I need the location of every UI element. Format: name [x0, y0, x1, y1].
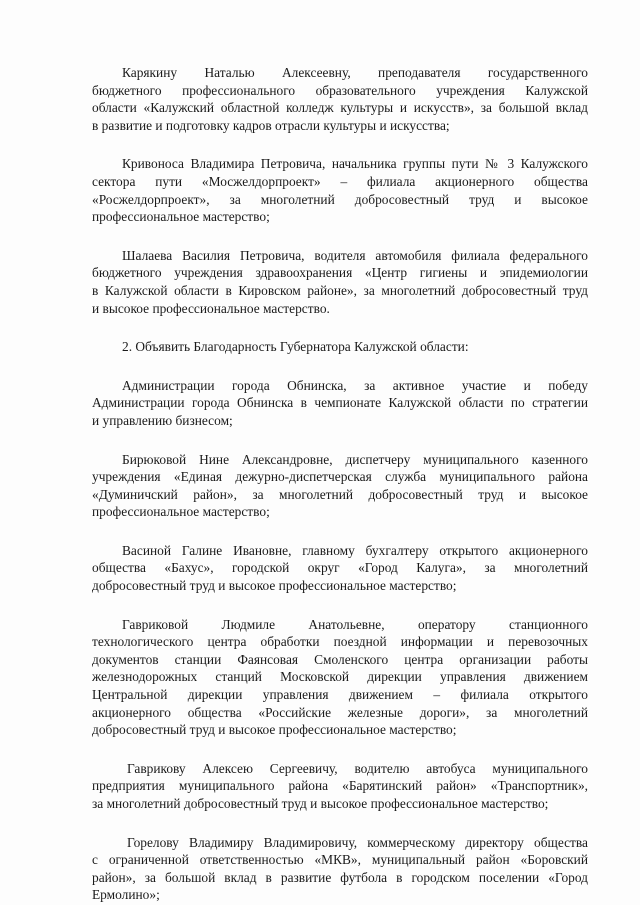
text-line: акционерного общества «Российские железные дороги», за многолетний [92, 704, 588, 720]
award-paragraph-gavrikov [92, 760, 588, 813]
text-line: Гаврикову Алексею Сергеевичу, водителю автобуса муниципального [127, 760, 588, 776]
text-line: в Калужской области в Кировском районе», за многолетний добросовестный труд [92, 282, 588, 298]
document-body [92, 64, 588, 904]
section-heading-gratitude [92, 338, 588, 356]
text-line: области «Калужский областной колледж культуры и искусств», за большой вклад [92, 100, 588, 116]
text-line: Бирюковой Нине Александровне, диспетчеру муниципального казенного [122, 451, 588, 467]
text-line: район», за большой вклад в развитие футбола в городском поселении «Город [92, 869, 588, 885]
text-line: документов станции Фаянсовая Смоленского центра организации работы [92, 651, 588, 667]
text-line: добросовестный труд и высокое профессиональное мастерство; [92, 722, 457, 738]
text-line: за многолетний добросовестный труд и высокое профессиональное мастерство; [92, 796, 549, 811]
text-line: Администрации города Обнинска, за активное участие и победу [122, 377, 588, 393]
award-paragraph-gavrikova [92, 616, 588, 739]
text-line: Гавриковой Людмиле Анатольевне, оператору станционного [122, 616, 588, 632]
text-line: Горелову Владимиру Владимировичу, коммерческому директору общества [127, 834, 588, 850]
text-line: Шалаева Василия Петровича, водителя автомобиля филиала федерального [122, 247, 588, 263]
text-line: учреждения «Единая дежурно-диспетчерская служба муниципального района [92, 469, 588, 485]
award-paragraph-shalaeva [92, 247, 588, 317]
text-line: с ограниченной ответственностью «МКВ», муниципальный район «Боровский [92, 852, 588, 868]
award-paragraph-krivonosa [92, 155, 588, 225]
text-line: технологического центра обработки поездной информации и перевозочных [92, 634, 588, 650]
text-line: профессиональное мастерство; [92, 504, 270, 520]
text-line: Васиной Галине Ивановне, главному бухгалтеру открытого акционерного [122, 542, 588, 558]
text-line: Ермолино»; [92, 887, 160, 903]
text-line: Кривоноса Владимира Петровича, начальника группы пути № 3 Калужского [122, 156, 588, 172]
award-paragraph-obninsk [92, 377, 588, 430]
award-paragraph-vasina [92, 542, 588, 595]
text-line: общества «Бахус», городской округ «Город Калуга», за многолетний [92, 560, 588, 576]
text-line: бюджетного профессионального образовательного учреждения Калужской [92, 82, 588, 98]
award-paragraph-karyakina [92, 64, 588, 134]
text-line: бюджетного учреждения здравоохранения «Центр гигиены и эпидемиологии [92, 265, 588, 281]
award-paragraph-gorelov [92, 834, 588, 904]
text-line: железнодорожных станций Московской дирекции управления движением [92, 669, 588, 685]
text-line: в развитие и подготовку кадров отрасли культуры и искусства; [92, 117, 450, 133]
text-line: Администрации города Обнинска в чемпионате Калужской области по стратегии [92, 395, 588, 411]
text-line: профессиональное мастерство; [92, 209, 270, 225]
text-line: предприятия муниципального района «Барятинский район» «Транспортник», [92, 778, 588, 794]
text-line: и высокое профессиональное мастерство. [92, 300, 330, 316]
text-line: и управлению бизнесом; [92, 412, 233, 428]
text-line: сектора пути «Мосжелдорпроект» – филиала акционерного общества [92, 173, 588, 189]
text-line: «Думиничский район», за многолетний добросовестный труд и высокое [92, 486, 588, 502]
text-line: Карякину Наталью Алексеевну, преподавателя государственного [122, 65, 588, 80]
text-line: добросовестный труд и высокое профессиональное мастерство; [92, 578, 457, 594]
text-line: «Росжелдорпроект», за многолетний добросовестный труд и высокое [92, 191, 588, 207]
award-paragraph-biryukova [92, 451, 588, 521]
text-line: Центральной дирекции управления движением – филиала открытого [92, 687, 588, 703]
text-line: 2. Объявить Благодарность Губернатора Калужской области: [122, 339, 469, 355]
